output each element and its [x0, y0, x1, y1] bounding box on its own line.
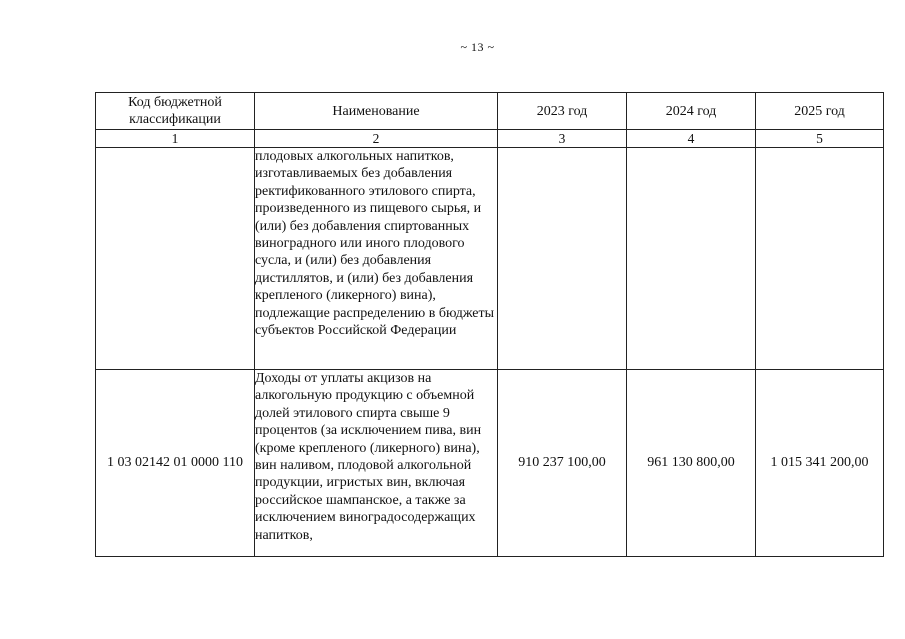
column-number-1: 1 — [96, 130, 255, 148]
header-name: Наименование — [255, 93, 498, 130]
table-row — [96, 370, 884, 557]
row-name: плодовых алкогольных напитков, изготавливаемых без добавления ректификованного этилового спирта, произведенного из пищевого сырья, и (или) без добавления спиртованных виноградного или иного плодового сусла, и (или) без добавления дистиллятов, и (или) без добавления крепленого (ликерного) вина), подлежащие распределению в бюджеты субъектов Российской Федерации — [255, 148, 498, 370]
header-2023: 2023 год — [498, 93, 627, 130]
header-2024: 2024 год — [627, 93, 756, 130]
column-number-5: 5 — [756, 130, 884, 148]
page-number: ~ 13 ~ — [460, 40, 495, 54]
row-name: Доходы от уплаты акцизов на алкогольную продукцию с объемной долей этилового спирта свыше 9 процентов (за исключением пива, вин (кроме крепленого (ликерного) вина), вин наливом, плодовой алкогольной продукции, игристых вин, включая российское шампанское, а также за исключением виноградосодержащих напитков, — [255, 371, 482, 543]
row-value-2023: 910 237 100,00 — [498, 370, 627, 557]
column-number-3: 3 — [498, 130, 627, 148]
row-name-cell — [255, 370, 498, 557]
column-number-row — [96, 130, 884, 148]
budget-classification-table — [95, 92, 884, 557]
column-number-2: 2 — [255, 130, 498, 148]
table-header-row — [96, 93, 884, 130]
row-value-2023 — [498, 148, 627, 370]
row-value-2024 — [627, 148, 756, 370]
row-value-2024: 961 130 800,00 — [627, 370, 756, 557]
header-2025: 2025 год — [756, 93, 884, 130]
row-value-2025 — [756, 148, 884, 370]
header-code: Код бюджетной классификации — [96, 93, 255, 130]
row-code: 1 03 02142 01 0000 110 — [96, 370, 255, 557]
table-row — [96, 148, 884, 370]
row-value-2025: 1 015 341 200,00 — [756, 370, 884, 557]
row-code — [96, 148, 255, 370]
column-number-4: 4 — [627, 130, 756, 148]
